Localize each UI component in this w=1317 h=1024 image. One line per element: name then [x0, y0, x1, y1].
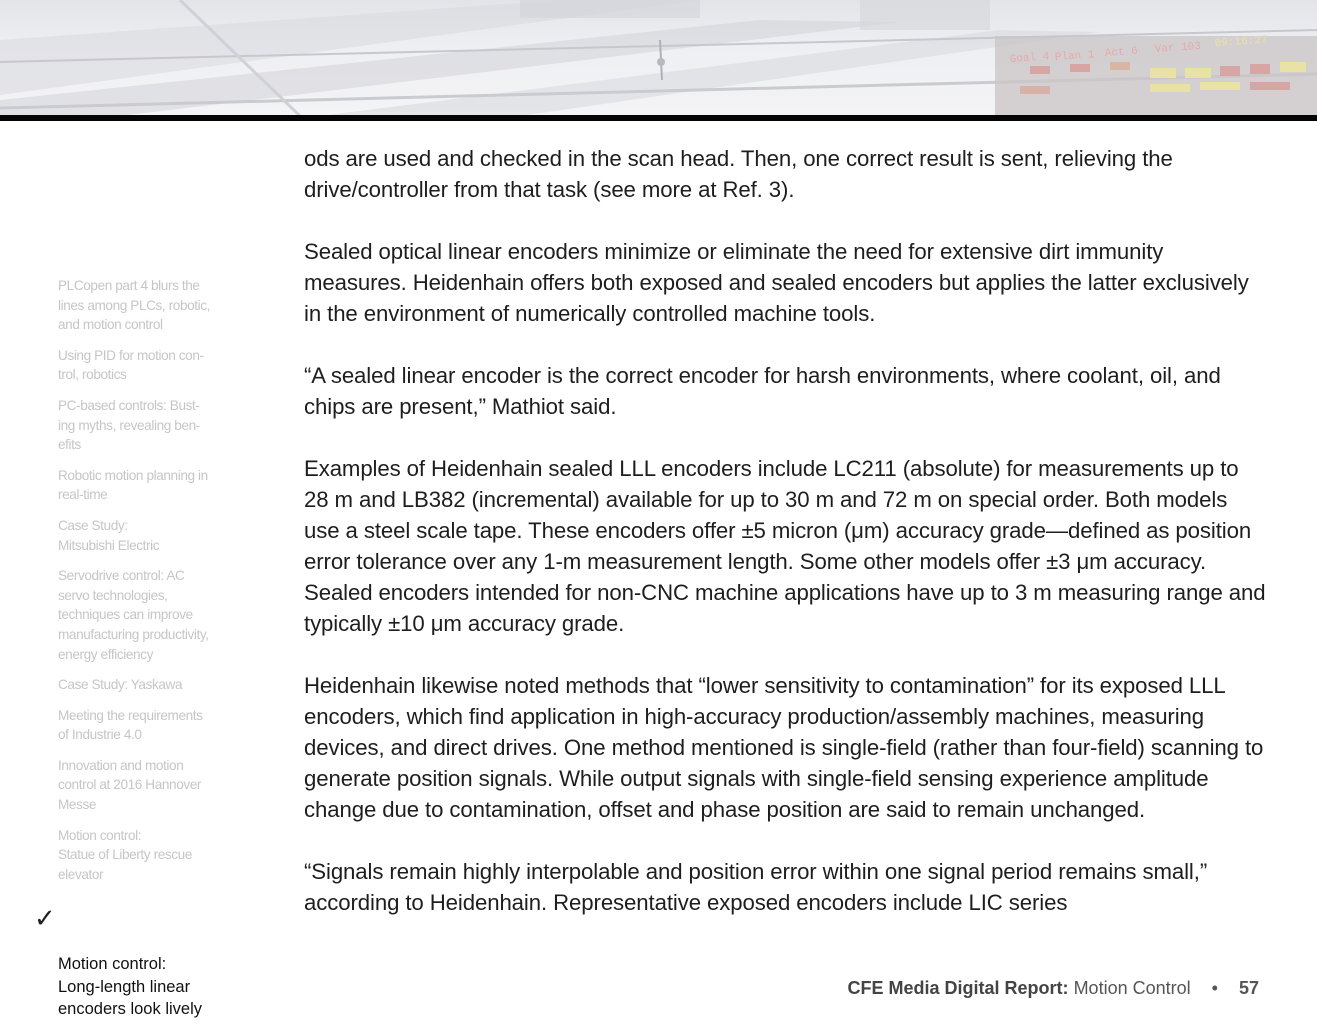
display-label: Act 6 [1104, 45, 1139, 60]
article-paragraph: “Signals remain highly interpolable and position error within one signal period remains small,” according to Heidenhain. Representative exposed encoders include LIC series [304, 859, 1208, 915]
sidebar-toc [34, 276, 238, 1018]
sidebar-item-statue-of-liberty[interactable]: Motion control: Statue of Liberty rescue elevator [58, 827, 192, 882]
display-label: Plan 1 [1054, 49, 1095, 64]
sidebar-item-robotic-motion-planning[interactable]: Robotic motion planning in real-time [58, 467, 208, 503]
display-label: 09:16:27 [1214, 34, 1268, 50]
sidebar-item-case-study-yaskawa[interactable]: Case Study: Yaskawa [58, 677, 183, 693]
checkmark-icon: ✓ [34, 903, 56, 933]
sidebar-item-hannover-messe[interactable]: Innovation and motion control at 2016 Hannover Messe [58, 757, 202, 813]
sidebar-item-case-study-mitsubishi[interactable]: Case Study: Mitsubishi Electric [58, 517, 160, 553]
sidebar-item-plcopen[interactable]: PLCopen part 4 blurs the lines among PLCs, robotic, and motion control [58, 278, 211, 333]
display-label: Goal 4 [1009, 51, 1050, 66]
page-footer [848, 978, 1259, 999]
footer-separator: • [1211, 978, 1218, 998]
sidebar-item-pid[interactable]: Using PID for motion con- trol, robotics [58, 347, 204, 383]
footer-publication: CFE Media Digital Report: [847, 978, 1069, 998]
article-paragraph: ods are used and checked in the scan head. Then, one correct result is sent, relieving the drive/controller from that task (see more at Ref. 3). [304, 146, 1173, 202]
article-paragraph: Heidenhain likewise noted methods that “lower sensitivity to contamination” for its exposed LLL encoders, which find application in high-accuracy production/assembly machines, measuring devices, and direct drives. One method mentioned is single-field (rather than four-field) scanning to generate position signals. While output signals with single-field sensing experience amplitude change due to contamination, offset and phase position are said to remain unchanged. [304, 673, 1264, 822]
article-body [304, 143, 1266, 949]
sidebar-item-pc-based-controls[interactable]: PC-based controls: Bust- ing myths, revealing ben- efits [58, 397, 200, 453]
article-paragraph: Examples of Heidenhain sealed LLL encoders include LC211 (absolute) for measurements up to 28 m and LB382 (incremental) available for up to 30 m and 72 m on special order. Both models use a steel scale tape. These encoders offer ±5 micron (μm) accuracy grade—defined as position error tolerance over any 1-m measurement length. Some other models offer ±3 μm accuracy. Sealed encoders intended for non-CNC machine applications have up to 3 m measuring range and typically ±10 μm accuracy grade. [304, 456, 1266, 636]
display-label: Var 103 [1154, 40, 1202, 56]
header-rule [0, 115, 1317, 121]
page-number: 57 [1238, 978, 1259, 998]
sidebar-item-servodrive-control[interactable]: Servodrive control: AC servo technologies, techniques can improve manufacturing productivity, energy efficiency [58, 568, 209, 662]
article-paragraph: Sealed optical linear encoders minimize or eliminate the need for extensive dirt immunity measures. Heidenhain offers both exposed and sealed encoders but applies the latter exclusively in the environment of numerically controlled machine tools. [304, 239, 1249, 326]
sidebar-item-linear-encoders-current[interactable] [34, 903, 238, 1021]
factory-ceiling-photo [0, 0, 1317, 116]
footer-section: Motion Control [1073, 978, 1191, 998]
header-banner-image [0, 0, 1317, 116]
sidebar-item-label: Motion control: Long-length linear encoders look lively [58, 955, 202, 1018]
sidebar-item-industrie-4[interactable]: Meeting the requirements of Industrie 4.0 [58, 707, 203, 743]
article-paragraph: “A sealed linear encoder is the correct encoder for harsh environments, where coolant, oil, and chips are present,” Mathiot said. [304, 363, 1221, 419]
